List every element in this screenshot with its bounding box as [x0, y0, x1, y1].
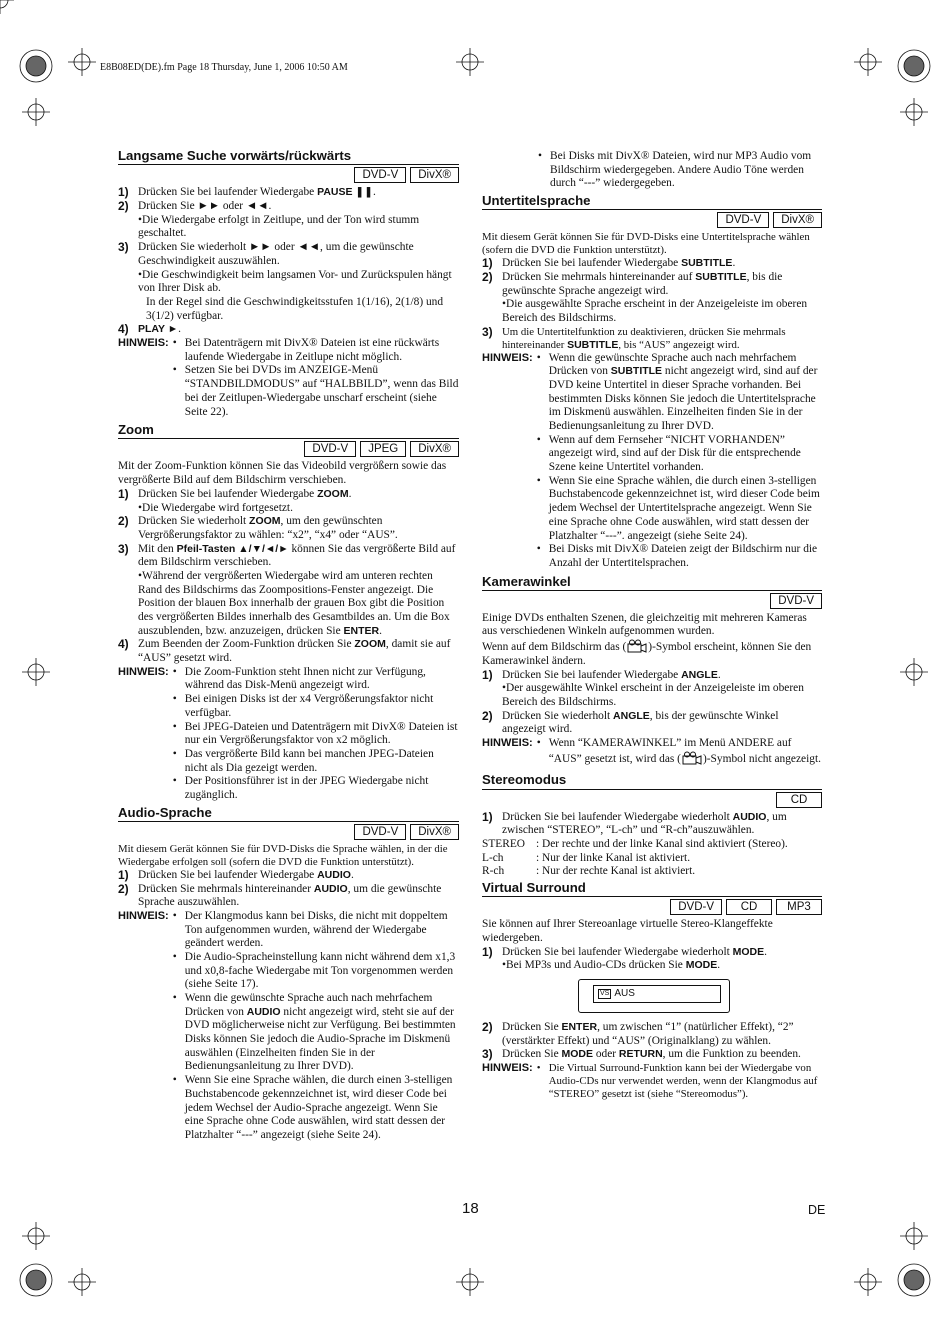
- camera-angle-icon: [681, 751, 703, 765]
- disc-tags: [118, 824, 459, 840]
- tag-mp3: MP3: [776, 899, 822, 915]
- step-1: 1) Drücken Sie bei laufender Wiedergabe wiederholt AUDIO, um zwischen “STEREO”, “L-ch” und “R-ch”auszuwählen.: [482, 809, 787, 837]
- step-3-note: •Die Geschwindigkeit beim langsamen Vor- und Zurückspulen hängt von Ihrer Disk ab.: [138, 268, 452, 295]
- step-1-note: •Die Wiedergabe wird fortgesetzt.: [138, 501, 293, 514]
- step-3: 3) Drücken Sie wiederholt ►► oder ◄◄, um die gewünschte Geschwindigkeit auszuwählen.: [118, 240, 414, 267]
- section-title: Virtual Surround: [482, 880, 822, 897]
- intro-2: Wenn auf dem Bildschirm das ( )-Symbol erscheint, können Sie den Kamerawinkel ändern.: [482, 641, 812, 667]
- intro: Mit diesem Gerät können Sie für DVD-Disks die Sprache wählen, in der die Wiedergabe erfolgen soll (sofern die DVD die Funktion unterstützt).: [118, 842, 448, 868]
- tag-cd: CD: [726, 899, 772, 915]
- step-3-note-2: In der Regel sind die Geschwindigkeitsstufen 1(1/16), 2(1/8) und 3(1/2) verfügbar.: [146, 295, 444, 322]
- hinweis: HINWEIS: • Der Klangmodus kann bei Disks, die nicht mit doppeltem Ton aufgenommen wurden, während der Wiedergabe geändert werden. • Die Audio-Spracheinstellung kann nicht während dem x1,3 und x0,8-fache Wiedergabe mit Ton vorgenommen werden (siehe Seite 17). • Wenn die gewünschte Sprache auch nach mehrfachem Drücken von AUDIO nicht angezeigt wird, steht sie auf der DVD möglicherweise nicht zur Verfügung. Bei bestimmten Disks können Sie jedoch die Audio-Sprache im Diskmenü auswählen (Einzelheiten finden Sie in der Bedienungsanleitung zu Ihrer DVD). • Wenn Sie eine Sprache wählen, die durch einen 3-stelligen Buchstabencode gekennzeichnet ist, wird dieser Code bei jedem Wechsel der Audio-Sprache angezeigt. Wenn Sie eine Sprache ohne Code auswählen, wird statt dessen der Platzhalter “---” angezeigt (siehe Seite 24).: [118, 909, 456, 1141]
- intro: Mit diesem Gerät können Sie für DVD-Disks eine Untertitelsprache wählen (sofern die DVD die Funktion unterstützt).: [482, 231, 810, 257]
- file-header: E8B08ED(DE).fm Page 18 Thursday, June 1, 2006 10:50 AM: [100, 62, 348, 73]
- step-1: 1) Drücken Sie bei laufender Wiedergabe AUDIO.: [118, 867, 354, 882]
- tag-cd: CD: [776, 792, 822, 808]
- section-title: Langsame Suche vorwärts/rückwärts: [118, 148, 459, 165]
- disc-tags: [482, 593, 822, 609]
- tag-dvd-v: DVD-V: [670, 899, 722, 915]
- section-audio-sprache: [118, 805, 459, 1143]
- step-2-note: •Die Wiedergabe erfolgt in Zeitlupe, und der Ton wird stumm geschaltet.: [138, 213, 420, 240]
- section-title: Stereomodus: [482, 772, 822, 789]
- page-number: 18: [462, 1200, 479, 1217]
- hinweis: HINWEIS: • Die Zoom-Funktion steht Ihnen nicht zur Verfügung, während das Disk-Menü angezeigt wird. • Bei einigen Disks ist der x4 Vergrößerungsfaktor nicht verfügbar. • Bei JPEG-Dateien und Datenträgern mit DivX® Dateien ist nur ein Vergrößerungsfaktor von x2 möglich. • Das vergrößerte Bild kann bei manchen JPEG-Dateien nicht als Dia gezeigt werden. • Der Positionsführer ist in der JPEG Wiedergabe nicht zugänglich.: [118, 665, 458, 801]
- section-title: Untertitelsprache: [482, 193, 822, 210]
- section-untertitelsprache: [482, 193, 822, 571]
- step-2: 2) Drücken Sie ►► oder ◄◄.: [118, 198, 272, 213]
- step-1-note: •Der ausgewählte Winkel erscheint in der Anzeigeleiste im oberen Bereich des Bildschirms.: [502, 682, 804, 708]
- section-title: Kamerawinkel: [482, 574, 822, 591]
- section-virtual-surround: [482, 880, 822, 1101]
- tag-divx: DivX®: [773, 212, 822, 228]
- tag-divx: DivX®: [410, 824, 459, 840]
- step-1: 1) Drücken Sie bei laufender Wiedergabe PAUSE ❚❚.: [118, 185, 376, 200]
- tag-dvd-v: DVD-V: [354, 824, 406, 840]
- disc-tags: [118, 441, 459, 457]
- tag-divx: DivX®: [410, 441, 459, 457]
- step-3: 3) Drücken Sie MODE oder RETURN, um die Funktion zu beenden.: [482, 1047, 801, 1062]
- intro: Sie können auf Ihrer Stereoanlage virtuelle Stereo-Klangeffekte wiedergeben.: [482, 918, 773, 944]
- tag-dvd-v: DVD-V: [354, 167, 406, 183]
- tag-dvd-v: DVD-V: [770, 593, 822, 609]
- camera-angle-icon: [626, 639, 648, 653]
- step-3-note: •Während der vergrößerten Wiedergabe wird am unteren rechten Rand des Bildschirms das Zoompositions-Fenster angezeigt. Die Position der blauen Box innerhalb der grauen Box gibt die Position des vergrößerten Bildes innerhalb des Gesamtbildes an. Um die Box auszublenden, bzw. anzuzeigen, drücken Sie ENTER.: [138, 569, 450, 637]
- step-1: 1) Drücken Sie bei laufender Wiedergabe ANGLE.: [482, 667, 721, 682]
- step-2: 2) Drücken Sie wiederholt ANGLE, bis der gewünschte Winkel angezeigt wird.: [482, 708, 779, 736]
- right-column: [482, 150, 822, 1101]
- mode-row: STEREO : Der rechte und der linke Kanal sind aktiviert (Stereo).: [482, 837, 788, 850]
- tag-dvd-v: DVD-V: [304, 441, 356, 457]
- step-2-note: •Die ausgewählte Sprache erscheint in der Anzeigeleiste im oberen Bereich des Bildschirms.: [502, 298, 808, 324]
- section-zoom: [118, 422, 459, 802]
- disc-tags: [482, 212, 822, 228]
- audio-note-continued: • Bei Disks mit DivX® Dateien, wird nur MP3 Audio vom Bildschirm wiedergegeben. Andere Audio Töne werden durch “---” wiedergegeben.: [538, 150, 812, 190]
- step-1-note: •Bei MP3s und Audio-CDs drücken Sie MODE.: [502, 959, 721, 972]
- step-1: 1) Drücken Sie bei laufender Wiedergabe SUBTITLE.: [482, 256, 736, 271]
- step-1: 1) Drücken Sie bei laufender Wiedergabe ZOOM.: [118, 486, 352, 501]
- tag-jpeg: JPEG: [360, 441, 406, 457]
- step-3: 3) Um die Untertitelfunktion zu deaktivieren, drücken Sie mehrmals hintereinander SUBTITLE, bis “AUS” angezeigt wird.: [482, 324, 786, 351]
- mode-row: R-ch : Nur der rechte Kanal ist aktiviert.: [482, 865, 696, 878]
- hinweis: HINWEIS: • Bei Datenträgern mit DivX® Dateien ist eine rückwärts laufende Wiedergabe in Zeitlupe nicht möglich. • Setzen Sie bei DVDs im ANZEIGE-Menü “STANDBILDMODUS” auf “HALBBILD”, wenn das Bild bei der Zeitlupen-Wiedergabe unscharf erscheint (siehe Seite 22).: [118, 337, 459, 418]
- section-langsame-suche: [118, 148, 459, 419]
- section-kamerawinkel: [482, 574, 822, 767]
- step-3: 3) Mit den Pfeil-Tasten ▲/▼/◄/► können Sie das vergrößerte Bild auf dem Bildschirm verschieben.: [118, 541, 456, 569]
- step-4: 4) Zum Beenden der Zoom-Funktion drücken Sie ZOOM, damit sie auf “AUS” gesetzt wird.: [118, 637, 451, 665]
- hinweis: HINWEIS: • Die Virtual Surround-Funktion kann bei der Wiedergabe von Audio-CDs nur verwendet werden, wenn der Klangmodus auf “STEREO” gesetzt ist (siehe “Stereomodus”).: [482, 1062, 818, 1101]
- left-column: [118, 148, 459, 1143]
- hinweis: HINWEIS: • Wenn “KAMERAWINKEL” im Menü ANDERE auf “AUS” gesetzt ist, wird das ( )-Symbol nicht angezeigt.: [482, 737, 821, 765]
- step-2: 2) Drücken Sie mehrmals hintereinander AUDIO, um die gewünschte Sprache auszuwählen.: [118, 881, 442, 909]
- tag-divx: DivX®: [410, 167, 459, 183]
- screen-label: AUS: [614, 988, 635, 1000]
- section-title: Audio-Sprache: [118, 805, 459, 822]
- disc-tags: [482, 792, 822, 808]
- section-title: Zoom: [118, 422, 459, 439]
- mode-row: L-ch : Nur der linke Kanal ist aktiviert.: [482, 851, 691, 864]
- step-4: 4) PLAY ►.: [118, 322, 182, 337]
- disc-tags: [482, 899, 822, 915]
- tag-dvd-v: DVD-V: [717, 212, 769, 228]
- disc-tags: [118, 167, 459, 183]
- step-2: 2) Drücken Sie mehrmals hintereinander auf SUBTITLE, bis die gewünschte Sprache angezeigt wird.: [482, 269, 783, 297]
- language-code: DE: [808, 1203, 826, 1217]
- step-2: 2) Drücken Sie wiederholt ZOOM, um den gewünschten Vergrößerungsfaktor zu wählen: “x2”, “x4” oder “AUS”.: [118, 514, 398, 541]
- intro: Mit der Zoom-Funktion können Sie das Videobild vergrößern sowie das vergrößerte Bild auf dem Bildschirm verschieben.: [118, 460, 447, 487]
- section-stereomodus: [482, 772, 822, 879]
- virtual-surround-icon: VS: [600, 990, 610, 998]
- step-1: 1) Drücken Sie bei laufender Wiedergabe wiederholt MODE.: [482, 944, 767, 959]
- intro: Einige DVDs enthalten Szenen, die gleichzeitig mit mehreren Kameras aus verschiedenen Winkeln aufgenommen wurden.: [482, 611, 807, 638]
- hinweis: HINWEIS: • Wenn die gewünschte Sprache auch nach mehrfachem Drücken von SUBTITLE nicht angezeigt wird, sind auf der DVD keine Untertitel in dieser Sprache vorhanden. Bei bestimmten Disks können Sie jedoch die Untertitelsprache im Diskmenü auswählen. Einzelheiten finden Sie in der Bedienungsanleitung zu Ihrer DVD. • Wenn auf dem Fernseher “NICHT VORHANDEN” angezeigt wird, sind auf der Disk für die entsprechende Szene keine Untertitel vorhanden. • Wenn Sie eine Sprache wählen, die durch einen 3-stelligen Buchstabencode gekennzeichnet ist, wird dieser Code beim jedem Wechsel der Untertitelsprache angezeigt. Wenn Sie eine Sprache ohne Code auswählen, wird statt dessen der Platzhalter “---”. angezeigt (siehe Seite 24). • Bei Disks mit DivX® Dateien zeigt der Bildschirm nur die Anzahl der Untertitelsprachen.: [482, 351, 820, 569]
- tv-screen-display: [578, 979, 730, 1013]
- step-2: 2) Drücken Sie ENTER, um zwischen “1” (natürlicher Effekt), “2” (verstärkter Effekt) und “AUS” (Originalklang) zu wählen.: [482, 1020, 794, 1047]
